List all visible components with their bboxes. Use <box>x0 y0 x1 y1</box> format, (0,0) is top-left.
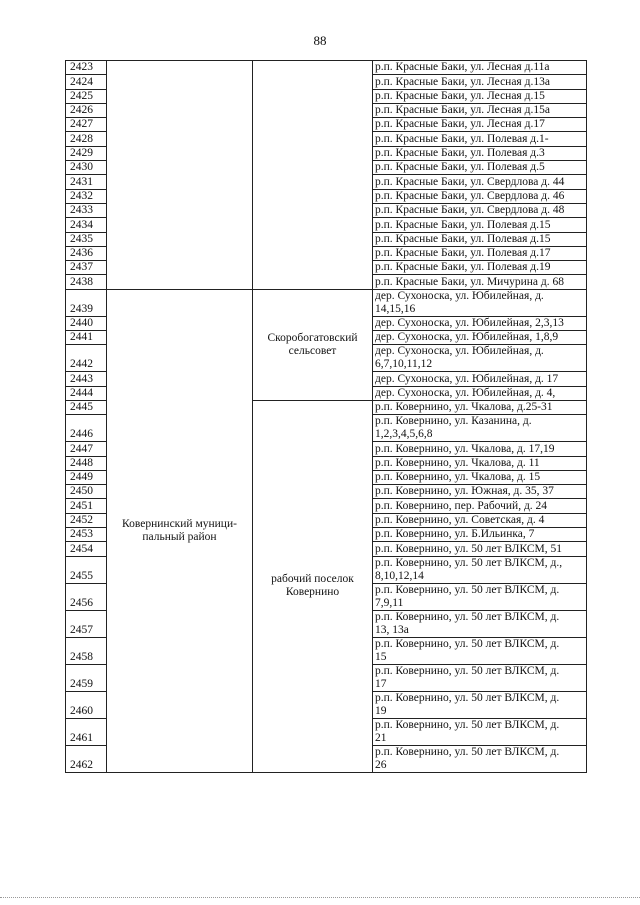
address-cell: р.п. Красные Баки, ул. Полевая д.1- <box>373 132 587 146</box>
row-number: 2437 <box>66 261 107 275</box>
row-number: 2459 <box>66 664 107 691</box>
row-number: 2434 <box>66 218 107 232</box>
address-cell: р.п. Ковернино, ул. 50 лет ВЛКСМ, д. 17 <box>373 664 587 691</box>
row-number: 2442 <box>66 345 107 372</box>
row-number: 2440 <box>66 316 107 330</box>
address-cell: р.п. Красные Баки, ул. Полевая д.19 <box>373 261 587 275</box>
settlement-cell-empty <box>253 61 373 290</box>
address-table-body <box>66 61 587 773</box>
row-number: 2453 <box>66 528 107 542</box>
row-number: 2435 <box>66 232 107 246</box>
row-number: 2431 <box>66 175 107 189</box>
district-cell-empty <box>107 61 253 290</box>
table-row <box>66 61 587 75</box>
row-number: 2441 <box>66 331 107 345</box>
row-number: 2456 <box>66 583 107 610</box>
row-number: 2444 <box>66 386 107 400</box>
address-cell: р.п. Красные Баки, ул. Лесная д.17 <box>373 118 587 132</box>
address-cell: дер. Сухоноска, ул. Юбилейная, 2,3,13 <box>373 316 587 330</box>
address-cell: дер. Сухоноска, ул. Юбилейная, д. 6,7,10,11,12 <box>373 345 587 372</box>
address-cell: р.п. Красные Баки, ул. Полевая д.5 <box>373 161 587 175</box>
settlement-cell: Скоробогатовский сельсовет <box>253 289 373 400</box>
address-cell: р.п. Ковернино, ул. Чкалова, д.25-31 <box>373 400 587 414</box>
address-cell: дер. Сухоноска, ул. Юбилейная, д. 4, <box>373 386 587 400</box>
address-cell: р.п. Ковернино, ул. Чкалова, д. 15 <box>373 470 587 484</box>
page-number: 88 <box>313 33 327 48</box>
row-number: 2430 <box>66 161 107 175</box>
address-cell: р.п. Красные Баки, ул. Полевая д.17 <box>373 246 587 260</box>
address-cell: р.п. Ковернино, ул. 50 лет ВЛКСМ, 51 <box>373 542 587 556</box>
address-cell: р.п. Красные Баки, ул. Полевая д.15 <box>373 232 587 246</box>
address-cell: дер. Сухоноска, ул. Юбилейная, д. 17 <box>373 372 587 386</box>
row-number: 2458 <box>66 637 107 664</box>
row-number: 2462 <box>66 745 107 772</box>
row-number: 2451 <box>66 499 107 513</box>
address-cell: р.п. Ковернино, ул. 50 лет ВЛКСМ, д. 15 <box>373 637 587 664</box>
address-cell: дер. Сухоноска, ул. Юбилейная, 1,8,9 <box>373 331 587 345</box>
address-cell: р.п. Ковернино, ул. 50 лет ВЛКСМ, д. 13, 13а <box>373 610 587 637</box>
address-cell: р.п. Красные Баки, ул. Лесная д.15 <box>373 89 587 103</box>
address-cell: р.п. Ковернино, ул. 50 лет ВЛКСМ, д. 26 <box>373 745 587 772</box>
district-cell: Ковернинский муници- пальный район <box>107 289 253 772</box>
address-cell: р.п. Красные Баки, ул. Лесная д.13а <box>373 75 587 89</box>
address-cell: р.п. Ковернино, ул. 50 лет ВЛКСМ, д. 7,9,11 <box>373 583 587 610</box>
address-cell: р.п. Ковернино, ул. 50 лет ВЛКСМ, д., 8,10,12,14 <box>373 556 587 583</box>
row-number: 2445 <box>66 400 107 414</box>
row-number: 2443 <box>66 372 107 386</box>
row-number: 2457 <box>66 610 107 637</box>
address-cell: р.п. Красные Баки, ул. Свердлова д. 46 <box>373 189 587 203</box>
row-number: 2460 <box>66 691 107 718</box>
address-cell: р.п. Красные Баки, ул. Свердлова д. 48 <box>373 203 587 217</box>
address-cell: р.п. Красные Баки, ул. Полевая д.15 <box>373 218 587 232</box>
address-cell: р.п. Ковернино, ул. Казанина, д. 1,2,3,4,5,6,8 <box>373 415 587 442</box>
address-cell: р.п. Ковернино, ул. 50 лет ВЛКСМ, д. 21 <box>373 718 587 745</box>
row-number: 2446 <box>66 415 107 442</box>
row-number: 2452 <box>66 513 107 527</box>
address-cell: р.п. Ковернино, ул. Южная, д. 35, 37 <box>373 485 587 499</box>
row-number: 2428 <box>66 132 107 146</box>
row-number: 2438 <box>66 275 107 289</box>
row-number: 2436 <box>66 246 107 260</box>
address-cell: р.п. Красные Баки, ул. Лесная д.11а <box>373 61 587 75</box>
address-cell: р.п. Красные Баки, ул. Лесная д.15а <box>373 103 587 117</box>
row-number: 2449 <box>66 470 107 484</box>
settlement-cell: рабочий поселок Ковернино <box>253 400 373 772</box>
row-number: 2426 <box>66 103 107 117</box>
row-number: 2433 <box>66 203 107 217</box>
address-cell: р.п. Ковернино, ул. Чкалова, д. 17,19 <box>373 442 587 456</box>
address-cell: р.п. Ковернино, ул. Советская, д. 4 <box>373 513 587 527</box>
row-number: 2424 <box>66 75 107 89</box>
address-cell: дер. Сухоноска, ул. Юбилейная, д. 14,15,16 <box>373 289 587 316</box>
table-row <box>66 289 587 316</box>
address-cell: р.п. Красные Баки, ул. Свердлова д. 44 <box>373 175 587 189</box>
row-number: 2425 <box>66 89 107 103</box>
row-number: 2454 <box>66 542 107 556</box>
address-table <box>65 60 587 773</box>
row-number: 2439 <box>66 289 107 316</box>
address-cell: р.п. Ковернино, ул. 50 лет ВЛКСМ, д. 19 <box>373 691 587 718</box>
address-cell: р.п. Ковернино, пер. Рабочий, д. 24 <box>373 499 587 513</box>
address-cell: р.п. Красные Баки, ул. Полевая д.3 <box>373 146 587 160</box>
row-number: 2447 <box>66 442 107 456</box>
address-cell: р.п. Ковернино, ул. Чкалова, д. 11 <box>373 456 587 470</box>
row-number: 2423 <box>66 61 107 75</box>
row-number: 2450 <box>66 485 107 499</box>
row-number: 2429 <box>66 146 107 160</box>
row-number: 2461 <box>66 718 107 745</box>
page-footer-line <box>0 897 640 898</box>
row-number: 2427 <box>66 118 107 132</box>
address-cell: р.п. Красные Баки, ул. Мичурина д. 68 <box>373 275 587 289</box>
row-number: 2448 <box>66 456 107 470</box>
address-cell: р.п. Ковернино, ул. Б.Ильинка, 7 <box>373 528 587 542</box>
row-number: 2432 <box>66 189 107 203</box>
row-number: 2455 <box>66 556 107 583</box>
